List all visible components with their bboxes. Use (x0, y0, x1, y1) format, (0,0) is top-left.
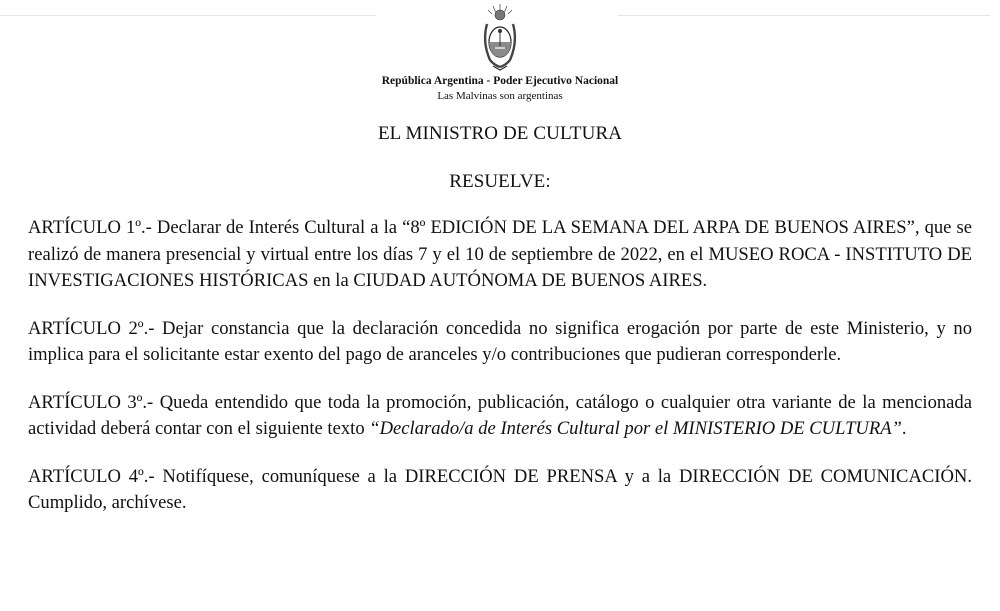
article-2 (28, 316, 972, 369)
articles-section (28, 215, 972, 538)
article-4 (28, 464, 972, 517)
article-3 (28, 390, 972, 443)
header-motto-line: Las Malvinas son argentinas (437, 90, 563, 102)
article-3-quote: “Declarado/a de Interés Cultural por el MINISTERIO DE CULTURA” (369, 418, 902, 439)
article-3-text: ARTÍCULO 3º.- Queda entendido que toda la promoción, publicación, catálogo o cualquier otra variante de la mencionada actividad deberá contar con el siguiente texto (28, 391, 972, 439)
national-coat-of-arms-icon (478, 2, 522, 74)
header-government-line: República Argentina - Poder Ejecutivo Nacional (381, 75, 619, 87)
article-3-tail: . (901, 418, 907, 439)
article-1-text: ARTÍCULO 1º.- Declarar de Interés Cultural a la “8º EDICIÓN DE LA SEMANA DEL ARPA DE BUENOS AIRES”, que se realizó de manera presencial y virtual entre los días 7 y el 10 de septiembre de 2022, en el MUSEO ROCA - INSTITUTO DE INVESTIGACIONES HISTÓRICAS en la CIUDAD AUTÓNOMA DE BUENOS AIRES. (28, 217, 972, 291)
article-4-text: ARTÍCULO 4º.- Notifíquese, comuníquese a la DIRECCIÓN DE PRENSA y a la DIRECCIÓN DE COMUNICACIÓN. Cumplido, archívese. (28, 465, 972, 513)
article-2-text: ARTÍCULO 2º.- Dejar constancia que la declaración concedida no significa erogación por parte de este Ministerio, y no implica para el solicitante estar exento del pago de aranceles y/o contribuciones que pudieran corresponderle. (28, 317, 972, 365)
article-1 (28, 215, 972, 295)
document-title: EL MINISTRO DE CULTURA (377, 123, 623, 144)
document-header (0, 2, 1000, 103)
document-subtitle: RESUELVE: (449, 171, 551, 192)
